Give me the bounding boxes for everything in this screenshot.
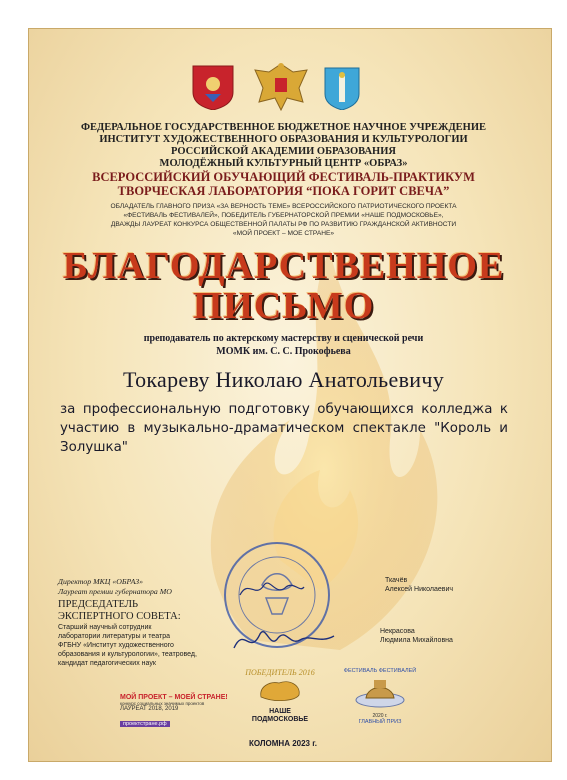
chair-desc-2: лаборатории литературы и театра xyxy=(58,633,171,640)
chair-given-names: Людмила Михайловна xyxy=(380,637,453,644)
director-title-2: Лауреат премии губернатора МО xyxy=(58,587,172,596)
awards-line-2: «ФЕСТИВАЛЬ ФЕСТИВАЛЕЙ», ПОБЕДИТЕЛЬ ГУБЕРНАТОРСКОЙ ПРЕМИИ «НАШЕ ПОДМОСКОВЬЕ», xyxy=(123,212,444,219)
podmoskovie-logo xyxy=(240,668,320,724)
org-line-1: ФЕДЕРАЛЬНОЕ ГОСУДАРСТВЕННОЕ БЮДЖЕТНОЕ НАУЧНОЕ УЧРЕЖДЕНИЕ xyxy=(80,122,487,133)
podmoskovie-line-2: ПОДМОСКОВЬЕ xyxy=(251,716,309,723)
fest-prize: ГЛАВНЫЙ ПРИЗ xyxy=(358,719,402,725)
project-title: МОЙ ПРОЕКТ – МОЕЙ СТРАНЕ! xyxy=(120,694,228,701)
city-year: КОЛОМНА 2023 г. xyxy=(249,739,317,748)
kolomna-emblem-icon xyxy=(323,66,361,110)
moscow-region-emblem-icon xyxy=(191,64,235,110)
recipient-name: Токареву Николаю Анатольевичу xyxy=(122,367,445,392)
recipient-org: МОМК им. С. С. Прокофьева xyxy=(216,346,351,357)
recipient-position: преподаватель по актерскому мастерству и сценической речи xyxy=(143,333,424,344)
chair-desc-5: кандидат педагогических наук xyxy=(58,660,156,667)
chair-desc-4: образования и культурологии», театровед, xyxy=(58,651,197,658)
winner-label: ПОБЕДИТЕЛЬ 2016 xyxy=(245,668,315,677)
director-surname: Ткачёв xyxy=(385,577,408,584)
chair-desc-1: Старший научный сотрудник xyxy=(58,624,152,631)
director-signature xyxy=(236,575,306,605)
festival-award-icon xyxy=(352,674,408,708)
title-line-2: ПИСЬМО xyxy=(192,285,375,327)
podmoskovie-map-icon xyxy=(255,677,305,703)
director-given-names: Алексей Николаевич xyxy=(385,586,454,593)
certificate-body-text: за профессиональную подготовку обучающихся колледжа к участию в музыкально-драматическом спектакле "Король и Золушка" xyxy=(60,402,508,455)
fest-year: 2020 г. xyxy=(372,713,388,719)
org-line-3: РОССИЙСКОЙ АКАДЕМИИ ОБРАЗОВАНИЯ xyxy=(171,146,396,157)
chair-signature xyxy=(230,620,340,660)
chair-desc-3: ФГБНУ «Институт художественного xyxy=(58,642,174,649)
project-laureate: ЛАУРЕАТ 2018, 2019 xyxy=(120,706,179,712)
director-title-1: Директор МКЦ «ОБРАЗ» xyxy=(58,577,144,586)
chair-title-2: ЭКСПЕРТНОГО СОВЕТА: xyxy=(58,611,181,622)
project-sub: конкурс социальных значимых проектов xyxy=(120,701,205,706)
title-line-1: БЛАГОДАРСТВЕННОЕ xyxy=(62,245,505,287)
org-line-2: ИНСТИТУТ ХУДОЖЕСТВЕННОГО ОБРАЗОВАНИЯ И КУЛЬТУРОЛОГИИ xyxy=(99,134,468,145)
chair-title-1: ПРЕДСЕДАТЕЛЬ xyxy=(58,599,139,610)
fest-label: ФЕСТИВАЛЬ ФЕСТИВАЛЕЙ xyxy=(343,668,417,674)
chair-surname: Некрасова xyxy=(380,628,415,635)
project-site: проектстране.рф xyxy=(120,721,170,727)
podmoskovie-line-1: НАШЕ xyxy=(269,708,291,715)
festival-of-festivals-logo xyxy=(340,668,420,725)
org-line-4: МОЛОДЁЖНЫЙ КУЛЬТУРНЫЙ ЦЕНТР «ОБРАЗ» xyxy=(159,158,408,169)
russia-coat-of-arms-icon xyxy=(253,58,309,114)
festival-line-1: ВСЕРОССИЙСКИЙ ОБУЧАЮЩИЙ ФЕСТИВАЛЬ-ПРАКТИКУМ xyxy=(92,170,475,184)
festival-line-2: ТВОРЧЕСКАЯ ЛАБОРАТОРИЯ “ПОКА ГОРИТ СВЕЧА” xyxy=(117,184,450,198)
awards-line-4: «МОЙ ПРОЕКТ – МОЕ СТРАНЕ» xyxy=(232,230,335,237)
my-project-logo xyxy=(120,694,228,726)
awards-line-3: ДВАЖДЫ ЛАУРЕАТ КОНКУРСА ОБЩЕСТВЕННОЙ ПАЛАТЫ РФ ПО РАЗВИТИЮ ГРАЖДАНСКОЙ АКТИВНОСТИ xyxy=(110,221,457,228)
awards-line-1: ОБЛАДАТЕЛЬ ГЛАВНОГО ПРИЗА «ЗА ВЕРНОСТЬ ТЕМЕ» ВСЕРОССИЙСКОГО ПАТРИОТИЧЕСКОГО ПРОЕКТА xyxy=(110,203,457,210)
